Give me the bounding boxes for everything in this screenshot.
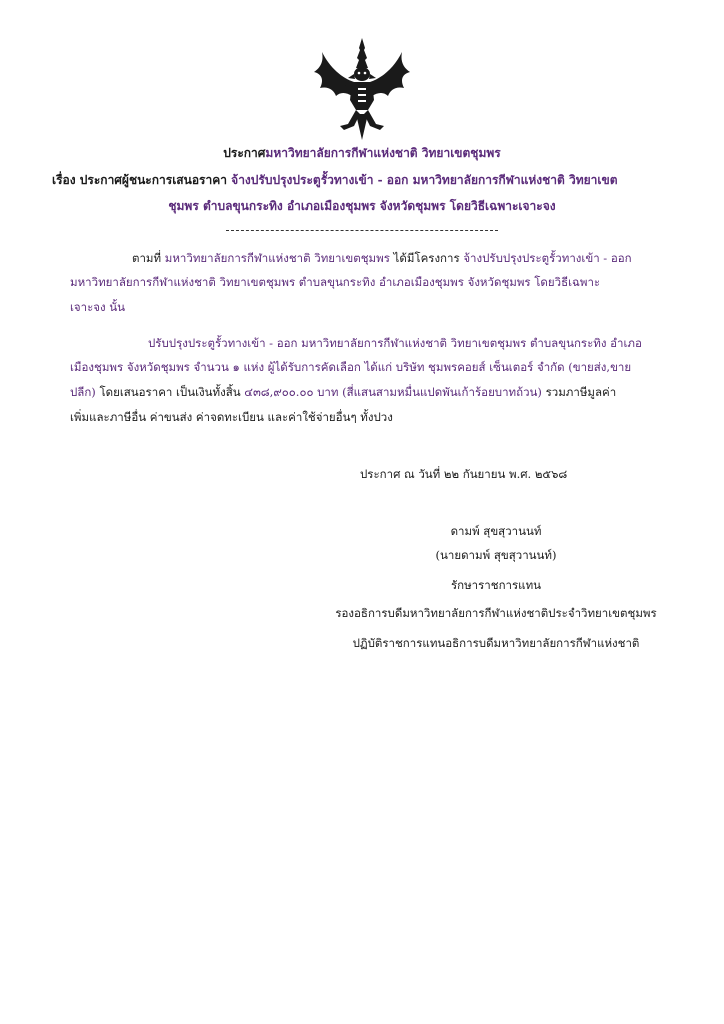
announcement-title xyxy=(0,143,724,163)
subject-text: จ้างปรับปรุงประตูรั้วทางเข้า - ออก มหาวิทยาลัยการกีฬาแห่งชาติ วิทยาเขต xyxy=(226,173,618,187)
para2-line3 xyxy=(70,383,616,401)
title-prefix: ประกาศ xyxy=(223,146,266,160)
subject-prefix: เรื่อง ประกาศผู้ชนะการเสนอราคา xyxy=(52,173,227,187)
garuda-emblem-icon xyxy=(312,38,412,140)
header-divider xyxy=(226,222,498,231)
para2-line4: เพิ่มและภาษีอื่น ค่าขนส่ง ค่าจดทะเบียน และค่าใช้จ่ายอื่นๆ ทั้งปวง xyxy=(70,410,393,424)
para1-line2: มหาวิทยาลัยการกีฬาแห่งชาติ วิทยาเขตชุมพร ตำบลขุนกระทิง อำเภอเมืองชุมพร จังหวัดชุมพร โดยวิธีเฉพาะ xyxy=(70,275,601,289)
para1-project: จ้างปรับปรุงประตูรั้วทางเข้า - ออก xyxy=(463,251,632,265)
para1-text-a: ตามที่ xyxy=(132,251,165,265)
para2-text-a: เมืองชุมพร จังหวัดชุมพร จำนวน ๑ แห่ง ผู้ได้รับการคัดเลือก ได้แก่ xyxy=(70,360,396,374)
signer-name-paren: (นายดามพ์ สุขสุวานนท์) xyxy=(435,548,557,562)
para2-amount: ๔๓๘,๙๐๐.๐๐ บาท (สี่แสนสามหมื่นแปดพันเก้าร้อยบาทถ้วน) xyxy=(244,385,542,399)
para2-text-b: โดยเสนอราคา เป็นเงินทั้งสิ้น xyxy=(95,385,245,399)
para2-company: บริษัท ชุมพรคอยส์ เซ็นเตอร์ จำกัด (ขายส่ง,ขาย xyxy=(395,360,632,374)
signer-name: ดามพ์ สุขสุวานนท์ xyxy=(450,524,542,538)
para1-line1 xyxy=(132,249,632,267)
announce-date: ประกาศ ณ วันที่ ๒๒ กันยายน พ.ศ. ๒๕๖๘ xyxy=(360,467,568,481)
para1-org: มหาวิทยาลัยการกีฬาแห่งชาติ วิทยาเขตชุมพร xyxy=(164,251,390,265)
para1-text-c: ได้มีโครงการ xyxy=(389,251,464,265)
signer-acting: รักษาราชการแทน xyxy=(450,578,542,592)
title-org: มหาวิทยาลัยการกีฬาแห่งชาติ วิทยาเขตชุมพร xyxy=(265,146,501,160)
subject-line-1 xyxy=(52,170,692,190)
para2-line2 xyxy=(70,358,631,376)
para1-line3 xyxy=(70,298,125,316)
signer-position-2: ปฏิบัติราชการแทนอธิการบดีมหาวิทยาลัยการกีฬาแห่งชาติ xyxy=(352,636,640,650)
para1-end: เจาะจง นั้น xyxy=(70,300,126,314)
subject-line-2: ชุมพร ตำบลขุนกระทิง อำเภอเมืองชุมพร จังหวัดชุมพร โดยวิธีเฉพาะเจาะจง xyxy=(168,199,556,213)
para2-line1: ปรับปรุงประตูรั้วทางเข้า - ออก มหาวิทยาลัยการกีฬาแห่งชาติ วิทยาเขตชุมพร ตำบลขุนกระทิง อำเภอ xyxy=(148,336,642,350)
signer-position-1: รองอธิการบดีมหาวิทยาลัยการกีฬาแห่งชาติประจำวิทยาเขตชุมพร xyxy=(335,606,657,620)
para2-company-end: ปลีก) xyxy=(70,385,96,399)
para2-text-d: รวมภาษีมูลค่า xyxy=(541,385,617,399)
